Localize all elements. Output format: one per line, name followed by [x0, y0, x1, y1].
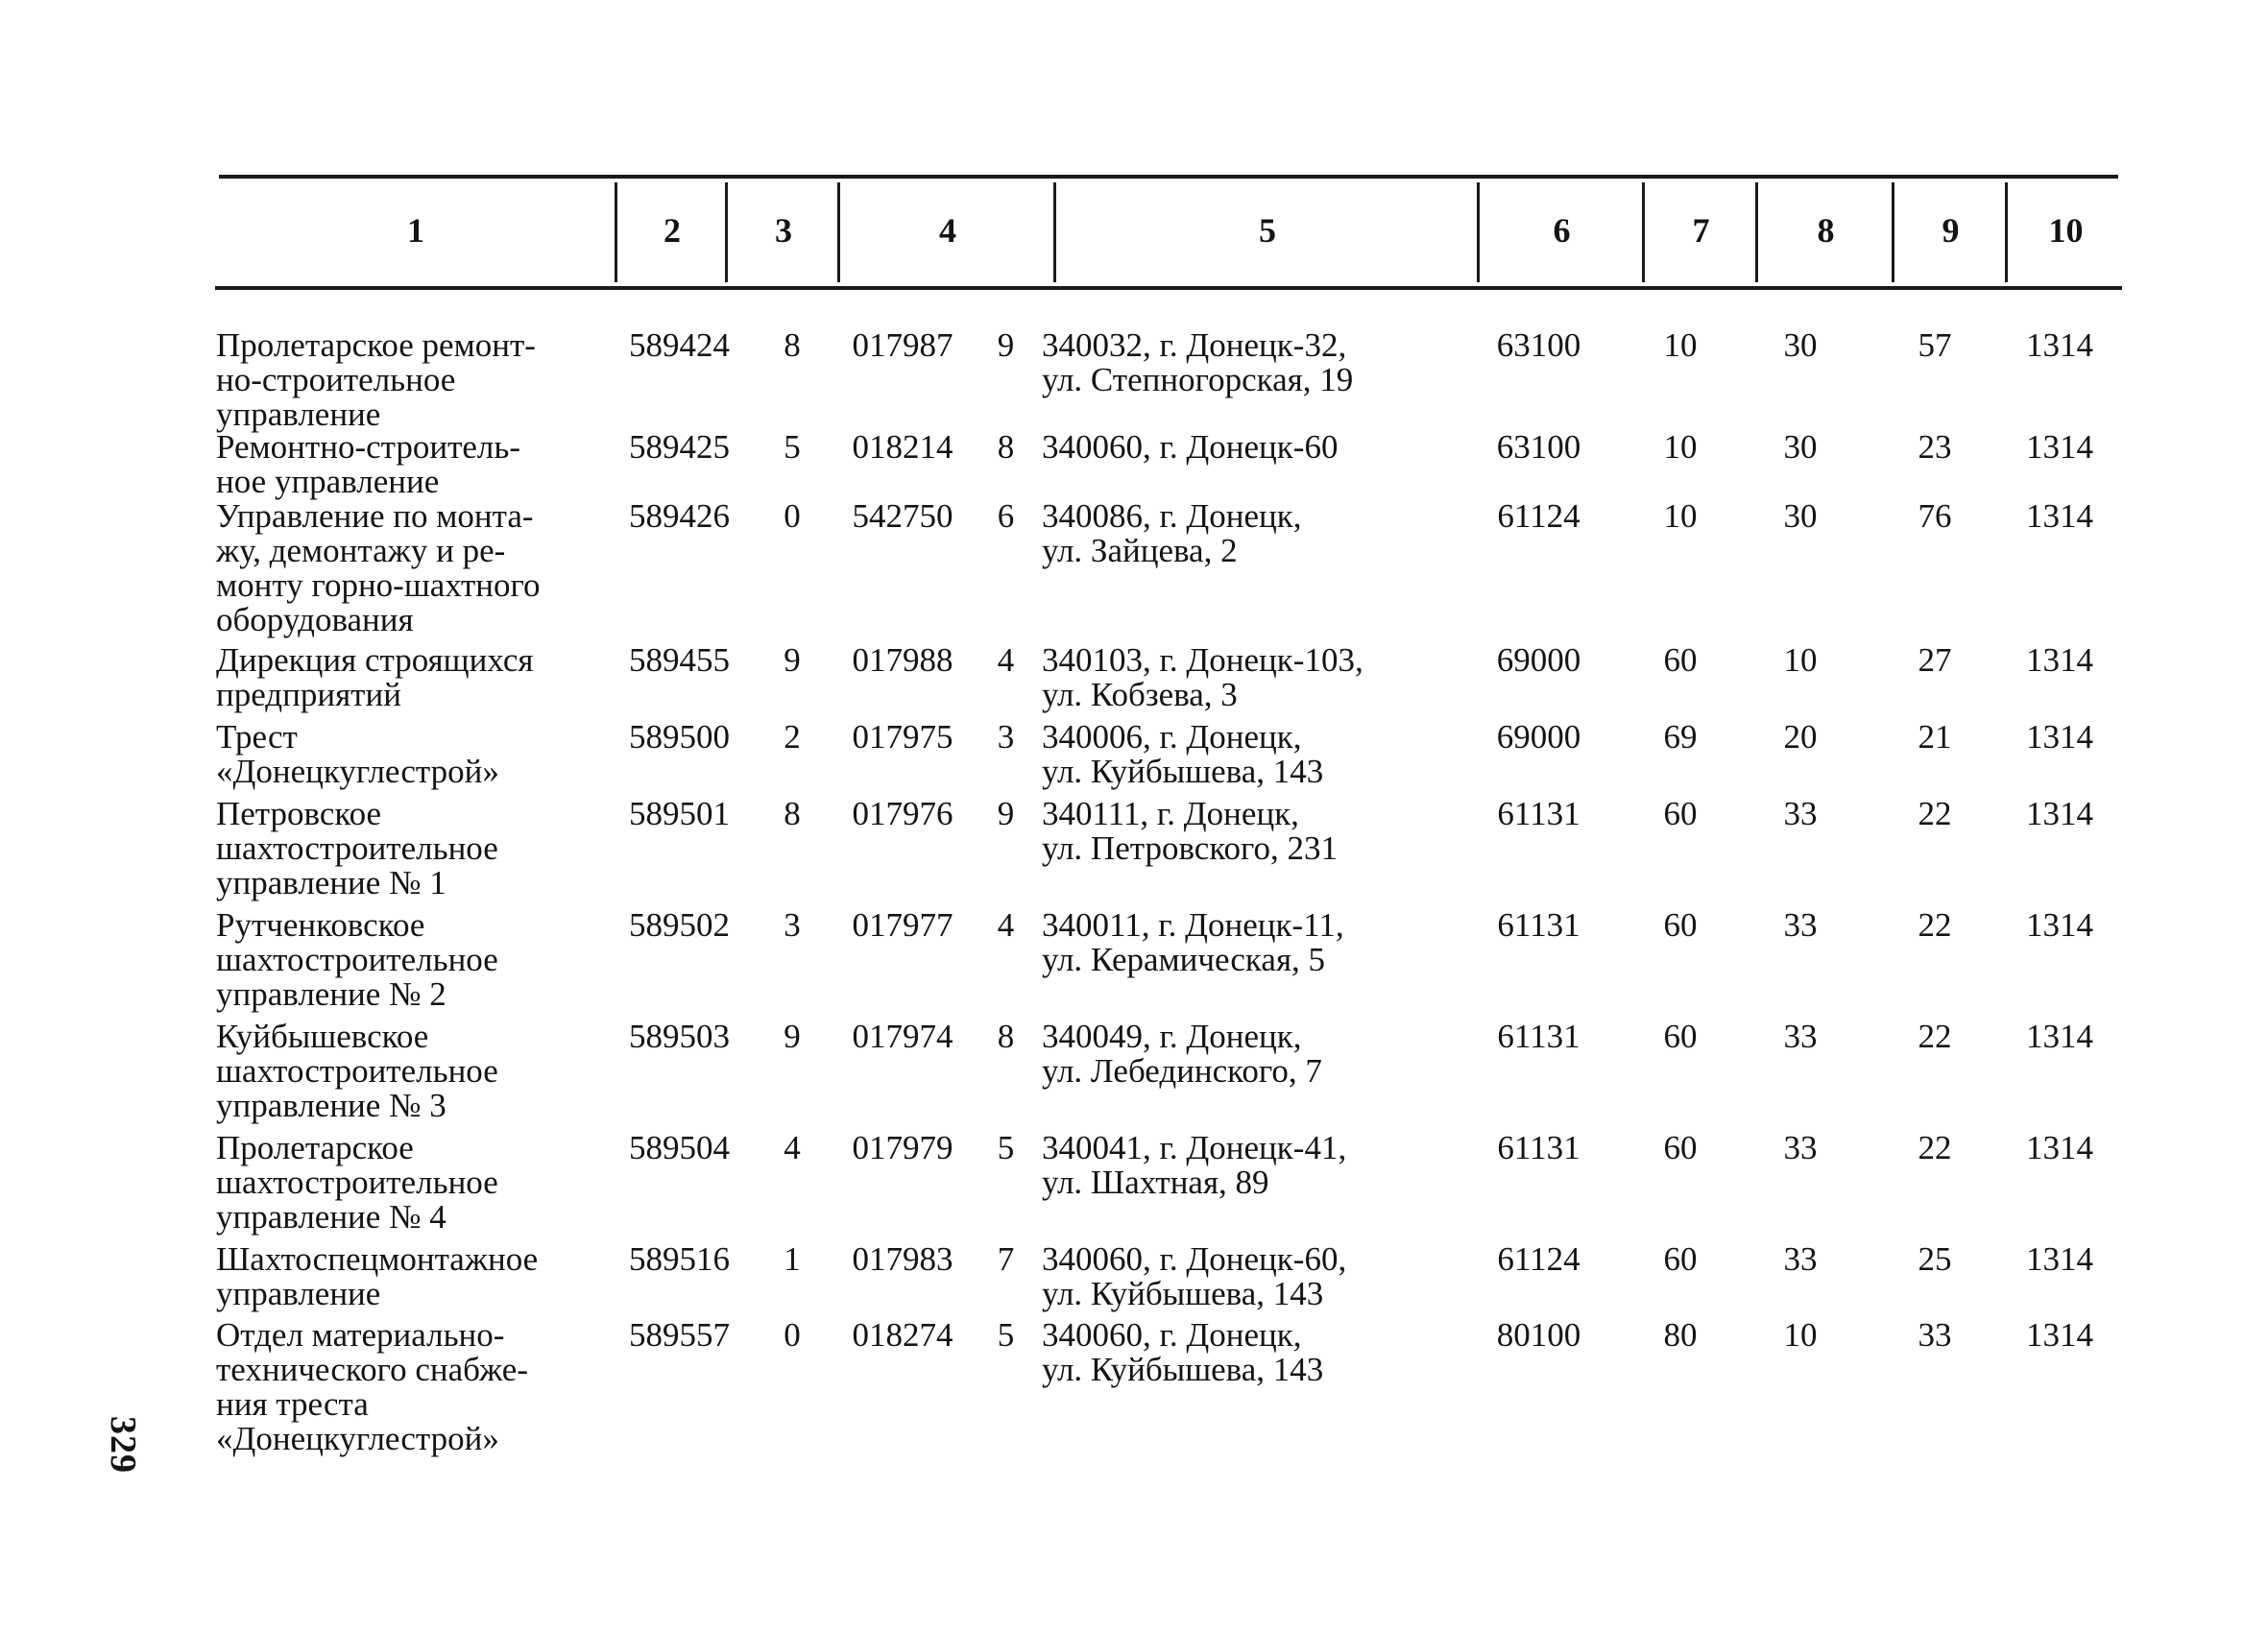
- column-separator: [1755, 182, 1758, 282]
- cell-check-digit: 5: [784, 428, 801, 466]
- header-col-4: 4: [939, 211, 956, 250]
- cell-col-10: 1314: [2026, 641, 2093, 679]
- column-separator: [615, 182, 617, 282]
- cell-col-8: 10: [1783, 1316, 1818, 1354]
- cell-code-2: 017974: [852, 1018, 953, 1055]
- cell-col-8: 30: [1783, 497, 1818, 535]
- cell-check-digit: 4: [784, 1129, 801, 1166]
- cell-col-10: 1314: [2026, 906, 2093, 944]
- column-separator: [2005, 182, 2008, 282]
- cell-check-digit-2: 5: [997, 1316, 1015, 1354]
- cell-col-9: 22: [1918, 1129, 1952, 1166]
- cell-col-6: 69000: [1496, 718, 1581, 756]
- cell-code: 589502: [629, 906, 730, 944]
- cell-check-digit-2: 3: [997, 718, 1015, 756]
- cell-col-8: 33: [1783, 1129, 1818, 1166]
- column-separator: [725, 182, 728, 282]
- cell-col-7: 60: [1663, 641, 1698, 679]
- cell-col-8: 33: [1783, 795, 1818, 832]
- cell-col-7: 60: [1663, 795, 1698, 832]
- header-col-9: 9: [1942, 211, 1960, 250]
- cell-col-8: 30: [1783, 326, 1818, 364]
- cell-check-digit-2: 8: [997, 428, 1015, 466]
- cell-org-name: Дирекция строящихся предприятий: [216, 641, 534, 713]
- cell-col-7: 10: [1663, 326, 1698, 364]
- cell-col-6: 61131: [1497, 1018, 1580, 1055]
- cell-address: 340086, г. Донецк, ул. Зайцева, 2: [1042, 497, 1302, 569]
- cell-address: 340049, г. Донецк, ул. Лебединского, 7: [1042, 1018, 1322, 1090]
- column-separator: [1892, 182, 1894, 282]
- cell-code-2: 018214: [852, 428, 953, 466]
- cell-col-8: 30: [1783, 428, 1818, 466]
- cell-org-name: Петровское шахтостроительное управление № 1: [216, 795, 498, 901]
- cell-col-9: 22: [1918, 795, 1952, 832]
- cell-col-8: 33: [1783, 1240, 1818, 1278]
- cell-check-digit: 1: [784, 1240, 801, 1278]
- cell-check-digit-2: 9: [997, 326, 1015, 364]
- cell-address: 340111, г. Донецк, ул. Петровского, 231: [1042, 795, 1339, 867]
- cell-col-9: 21: [1918, 718, 1952, 756]
- header-col-1: 1: [407, 211, 424, 250]
- cell-col-8: 33: [1783, 1018, 1818, 1055]
- cell-col-6: 61131: [1497, 906, 1580, 944]
- cell-code-2: 017979: [852, 1129, 953, 1166]
- cell-code: 589425: [629, 428, 730, 466]
- cell-address: 340060, г. Донецк, ул. Куйбышева, 143: [1042, 1316, 1324, 1388]
- cell-check-digit-2: 5: [997, 1129, 1015, 1166]
- cell-code: 589504: [629, 1129, 730, 1166]
- header-col-6: 6: [1553, 211, 1571, 250]
- cell-col-9: 33: [1918, 1316, 1952, 1354]
- cell-address: 340060, г. Донецк-60: [1042, 428, 1339, 466]
- cell-col-6: 61124: [1497, 1240, 1580, 1278]
- cell-address: 340006, г. Донецк, ул. Куйбышева, 143: [1042, 718, 1324, 790]
- cell-code: 589501: [629, 795, 730, 832]
- table-header-rule: [215, 286, 2122, 290]
- cell-code-2: 017977: [852, 906, 953, 944]
- cell-org-name: Рутченковское шахтостроительное управление № 2: [216, 906, 498, 1013]
- cell-code: 589503: [629, 1018, 730, 1055]
- cell-col-7: 10: [1663, 428, 1698, 466]
- cell-org-name: Пролетарское ремонт- но-строительное управление: [216, 326, 536, 433]
- cell-address: 340060, г. Донецк-60, ул. Куйбышева, 143: [1042, 1240, 1347, 1312]
- cell-col-10: 1314: [2026, 1316, 2093, 1354]
- cell-col-6: 61131: [1497, 795, 1580, 832]
- cell-col-9: 57: [1918, 326, 1952, 364]
- cell-col-8: 20: [1783, 718, 1818, 756]
- cell-col-9: 25: [1918, 1240, 1952, 1278]
- cell-col-6: 61131: [1497, 1129, 1580, 1166]
- cell-address: 340041, г. Донецк-41, ул. Шахтная, 89: [1042, 1129, 1347, 1201]
- cell-col-7: 10: [1663, 497, 1698, 535]
- cell-org-name: Куйбышевское шахтостроительное управление № 3: [216, 1018, 498, 1124]
- cell-check-digit-2: 9: [997, 795, 1015, 832]
- column-separator: [837, 182, 840, 282]
- cell-check-digit: 9: [784, 641, 801, 679]
- cell-col-10: 1314: [2026, 718, 2093, 756]
- cell-org-name: Ремонтно-строитель- ное управление: [216, 428, 520, 500]
- header-col-8: 8: [1817, 211, 1835, 250]
- cell-org-name: Трест «Донецкуглестрой»: [216, 718, 499, 790]
- cell-check-digit-2: 4: [997, 906, 1015, 944]
- cell-col-10: 1314: [2026, 1018, 2093, 1055]
- cell-org-name: Шахтоспецмонтажное управление: [216, 1240, 539, 1312]
- cell-col-6: 63100: [1496, 326, 1581, 364]
- cell-check-digit: 8: [784, 795, 801, 832]
- cell-code-2: 017988: [852, 641, 953, 679]
- cell-code: 589557: [629, 1316, 730, 1354]
- cell-check-digit-2: 8: [997, 1018, 1015, 1055]
- cell-col-10: 1314: [2026, 326, 2093, 364]
- cell-col-6: 63100: [1496, 428, 1581, 466]
- cell-col-9: 76: [1918, 497, 1952, 535]
- cell-code: 589500: [629, 718, 730, 756]
- cell-col-10: 1314: [2026, 1129, 2093, 1166]
- cell-col-9: 22: [1918, 1018, 1952, 1055]
- cell-col-8: 33: [1783, 906, 1818, 944]
- table-top-rule: [219, 175, 2118, 179]
- cell-col-10: 1314: [2026, 428, 2093, 466]
- header-col-2: 2: [664, 211, 681, 250]
- cell-check-digit: 8: [784, 326, 801, 364]
- cell-code-2: 017987: [852, 326, 953, 364]
- cell-col-6: 69000: [1496, 641, 1581, 679]
- cell-code-2: 017975: [852, 718, 953, 756]
- cell-col-7: 60: [1663, 906, 1698, 944]
- cell-address: 340103, г. Донецк-103, ул. Кобзева, 3: [1042, 641, 1363, 713]
- cell-col-10: 1314: [2026, 1240, 2093, 1278]
- cell-col-8: 10: [1783, 641, 1818, 679]
- header-col-3: 3: [775, 211, 792, 250]
- cell-code: 589516: [629, 1240, 730, 1278]
- cell-check-digit: 0: [784, 497, 801, 535]
- cell-code-2: 017976: [852, 795, 953, 832]
- cell-org-name: Управление по монта- жу, демонтажу и ре- монту горно-шахтного оборудования: [216, 497, 541, 638]
- cell-address: 340011, г. Донецк-11, ул. Керамическая, 5: [1042, 906, 1344, 978]
- cell-col-7: 60: [1663, 1018, 1698, 1055]
- cell-col-10: 1314: [2026, 795, 2093, 832]
- cell-address: 340032, г. Донецк-32, ул. Степногорская, 19: [1042, 326, 1354, 398]
- cell-check-digit-2: 6: [997, 497, 1015, 535]
- cell-col-7: 69: [1663, 718, 1698, 756]
- cell-col-7: 80: [1663, 1316, 1698, 1354]
- cell-code: 589455: [629, 641, 730, 679]
- cell-check-digit: 9: [784, 1018, 801, 1055]
- cell-code: 589424: [629, 326, 730, 364]
- cell-col-10: 1314: [2026, 497, 2093, 535]
- header-col-7: 7: [1692, 211, 1710, 250]
- cell-col-9: 22: [1918, 906, 1952, 944]
- cell-code-2: 017983: [852, 1240, 953, 1278]
- cell-code-2: 018274: [852, 1316, 953, 1354]
- cell-check-digit-2: 4: [997, 641, 1015, 679]
- cell-check-digit-2: 7: [997, 1240, 1015, 1278]
- cell-col-9: 23: [1918, 428, 1952, 466]
- cell-col-7: 60: [1663, 1129, 1698, 1166]
- cell-org-name: Пролетарское шахтостроительное управление № 4: [216, 1129, 498, 1236]
- page-number: 329: [103, 1416, 143, 1474]
- cell-code-2: 542750: [852, 497, 953, 535]
- cell-code: 589426: [629, 497, 730, 535]
- header-col-5: 5: [1259, 211, 1276, 250]
- cell-col-6: 80100: [1496, 1316, 1581, 1354]
- cell-check-digit: 2: [784, 718, 801, 756]
- cell-check-digit: 3: [784, 906, 801, 944]
- column-separator: [1053, 182, 1056, 282]
- column-separator: [1642, 182, 1645, 282]
- column-separator: [1477, 182, 1480, 282]
- cell-col-7: 60: [1663, 1240, 1698, 1278]
- cell-col-6: 61124: [1497, 497, 1580, 535]
- cell-check-digit: 0: [784, 1316, 801, 1354]
- header-col-10: 10: [2048, 211, 2084, 250]
- cell-col-9: 27: [1918, 641, 1952, 679]
- cell-org-name: Отдел материально- технического снабже- ния треста «Донецкуглестрой»: [216, 1316, 528, 1457]
